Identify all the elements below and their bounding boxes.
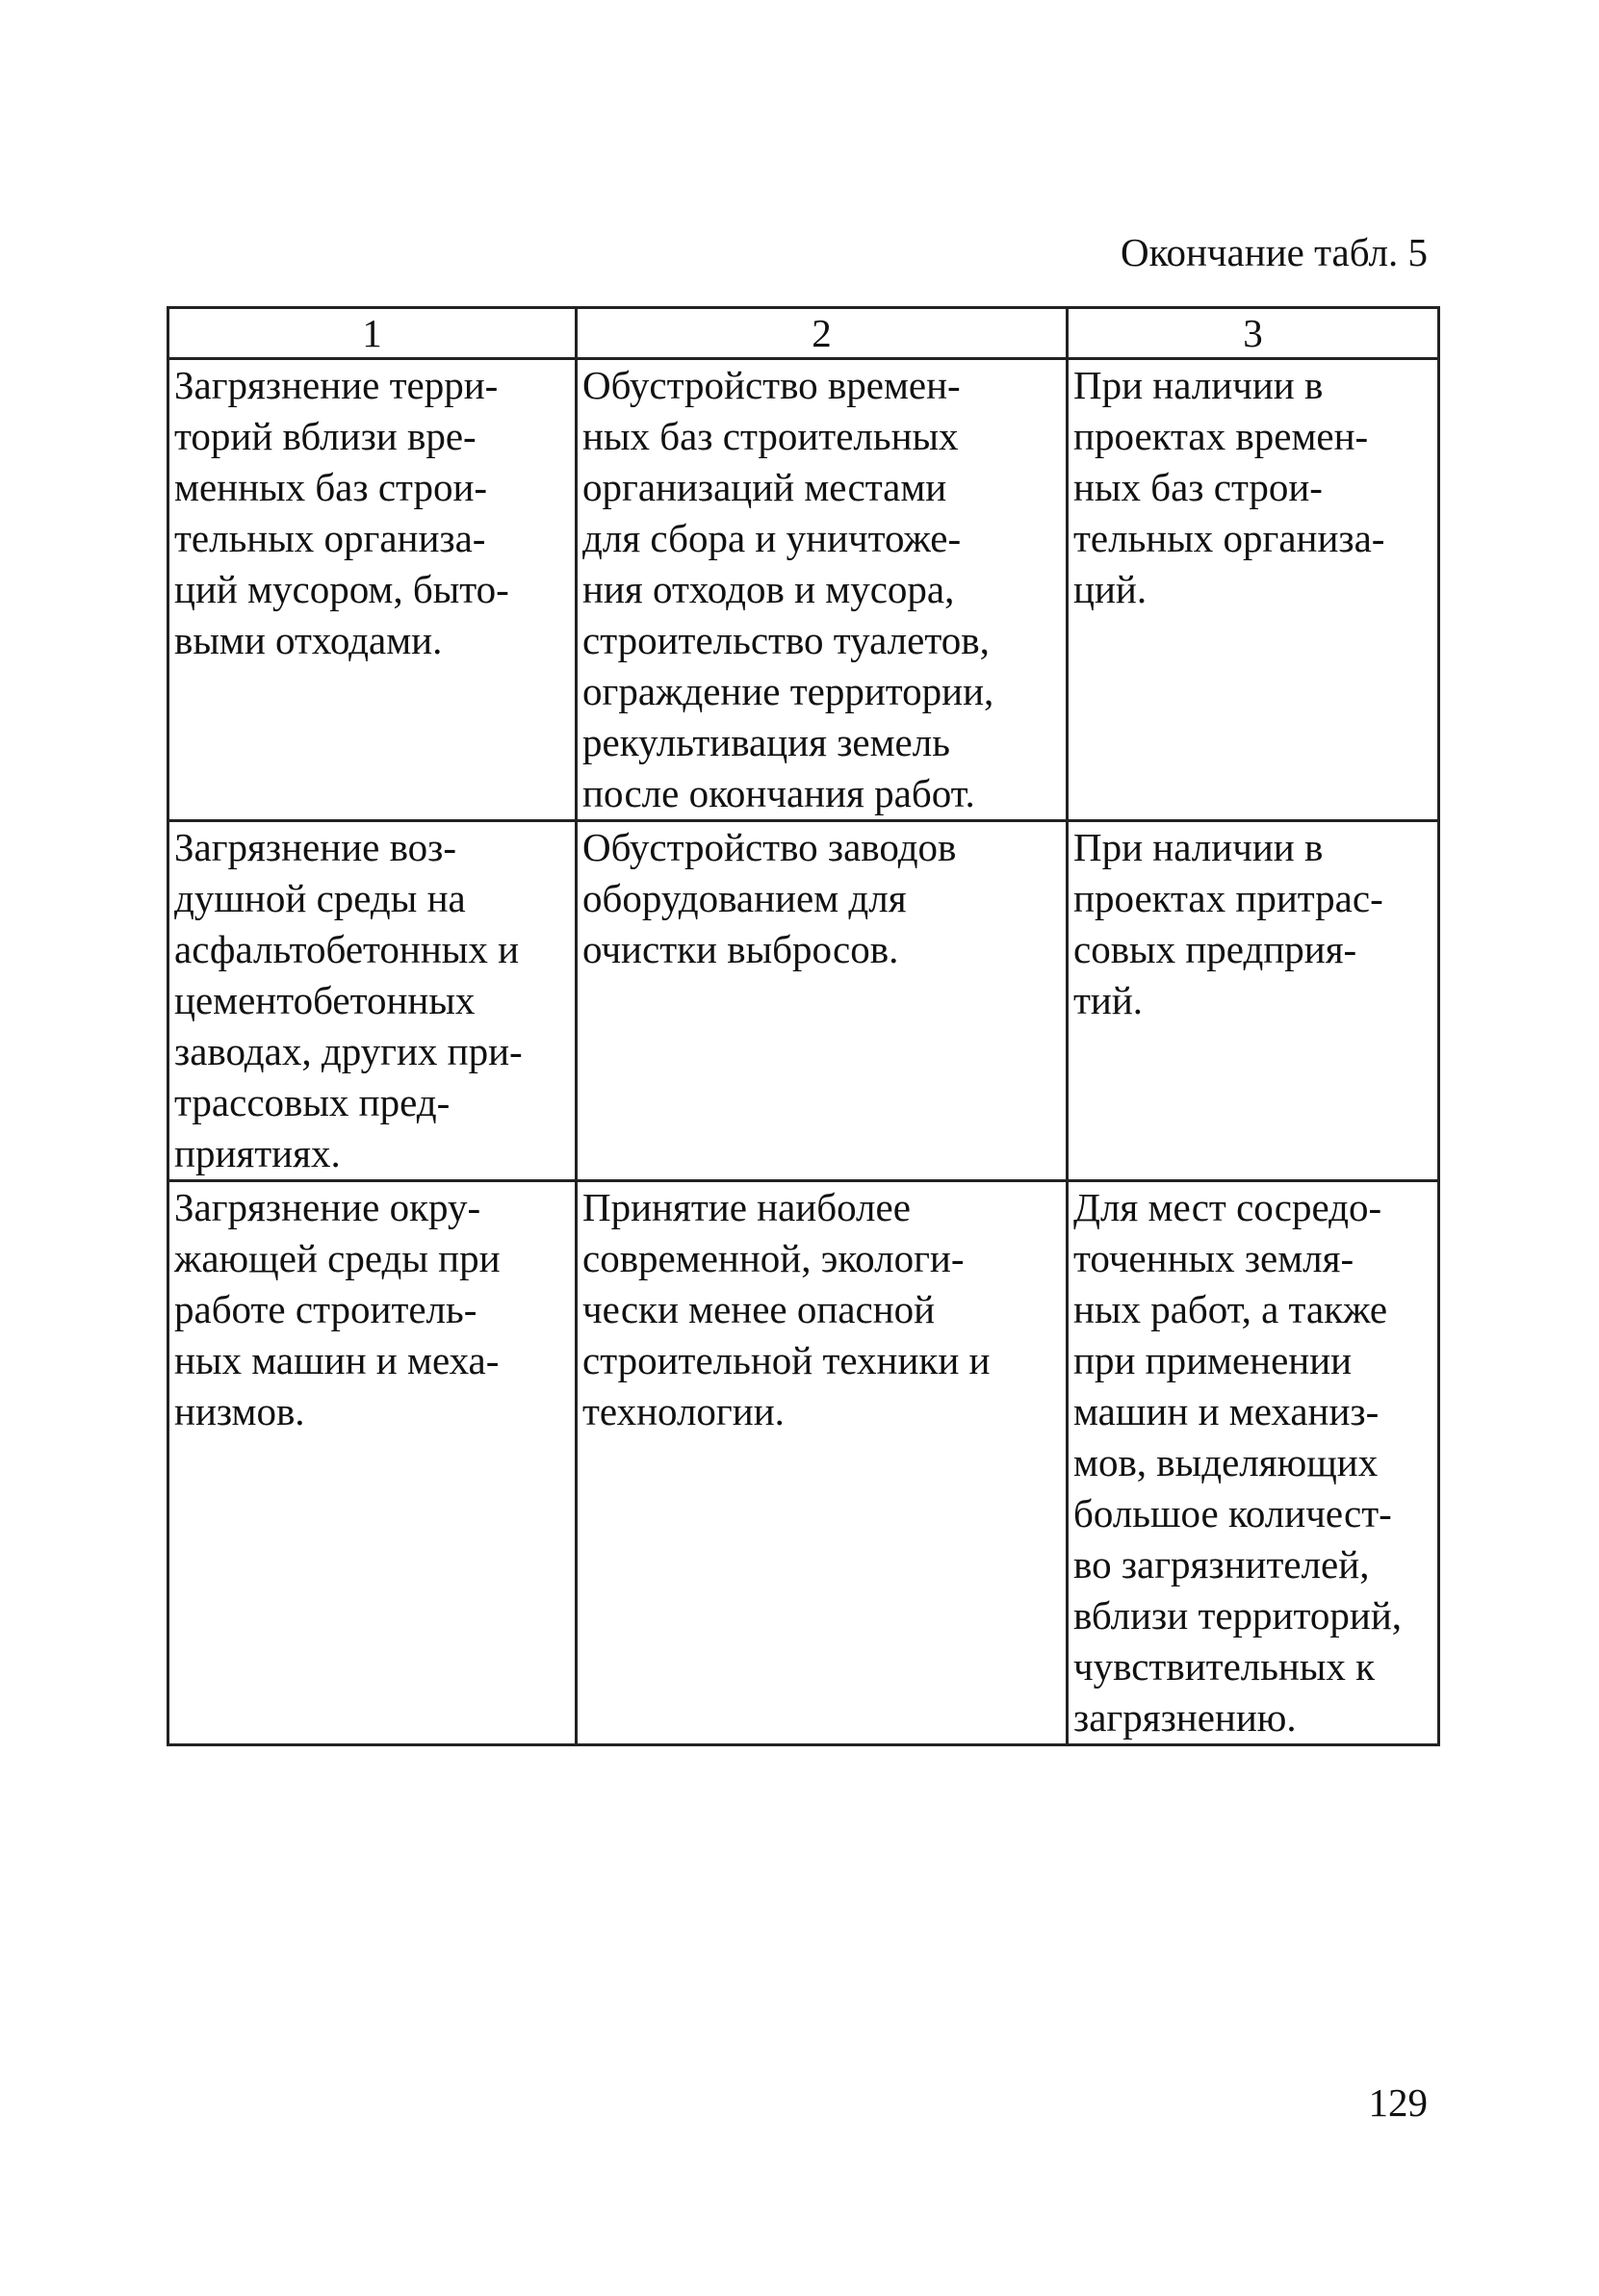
cell-text-line: цементобетонных (174, 978, 476, 1022)
cell-text-line: проектах времен- (1073, 414, 1369, 458)
cell-condition (1068, 359, 1439, 821)
cell-text-line: Загрязнение окру- (174, 1185, 481, 1229)
cell-text-line: чески менее опасной (582, 1287, 936, 1331)
cell-text-line: приятиях. (174, 1131, 341, 1175)
cell-text-line: Загрязнение терри- (174, 363, 499, 407)
cell-text-line: выми отходами. (174, 618, 443, 662)
cell-condition (1068, 821, 1439, 1181)
cell-text-line: современной, экологи- (582, 1236, 965, 1280)
cell-text-line: При наличии в (1073, 363, 1324, 407)
cell-text-line: трассовых пред- (174, 1080, 451, 1124)
cell-text-line: машин и механиз- (1073, 1389, 1380, 1433)
cell-text-line: строительство туалетов, (582, 618, 990, 662)
cell-text-line: тельных организа- (1073, 516, 1385, 560)
cell-text-line: торий вблизи вре- (174, 414, 477, 458)
cell-text-line: асфальтобетонных и (174, 927, 520, 971)
cell-problem (168, 821, 577, 1181)
cell-measure (577, 359, 1068, 821)
cell-text-line: ций мусором, быто- (174, 567, 509, 611)
cell-text-line: проектах притрас- (1073, 876, 1383, 920)
measures-table (167, 306, 1440, 1746)
cell-text-line: Принятие наиболее (582, 1185, 911, 1229)
cell-text-line: оборудованием для (582, 876, 907, 920)
cell-text-line: строительной техники и (582, 1338, 991, 1382)
cell-text-line: ограждение территории, (582, 669, 994, 713)
cell-text-line: рекультивация земель (582, 720, 950, 764)
page-number: 129 (1368, 2080, 1428, 2125)
cell-text-line: Обустройство заводов (582, 825, 957, 869)
cell-text-line: ций. (1073, 567, 1148, 611)
cell-problem (168, 359, 577, 821)
cell-text-line: технологии. (582, 1389, 785, 1433)
cell-text-line: точенных земля- (1073, 1236, 1354, 1280)
table-row (168, 1181, 1439, 1745)
cell-problem (168, 1181, 577, 1745)
cell-text-line: для сбора и уничтоже- (582, 516, 962, 560)
cell-text-line: чувствительных к (1073, 1644, 1376, 1689)
cell-text-line: ных баз строи- (1073, 465, 1323, 509)
table-row (168, 821, 1439, 1181)
cell-text-line: мов, выделяющих (1073, 1440, 1379, 1484)
column-header-3: 3 (1068, 308, 1439, 359)
cell-text-line: при применении (1073, 1338, 1353, 1382)
cell-measure (577, 1181, 1068, 1745)
table-caption: Окончание табл. 5 (1121, 230, 1428, 274)
cell-text-line: заводах, других при- (174, 1029, 523, 1073)
cell-text-line: ных работ, а также (1073, 1287, 1388, 1331)
cell-text-line: совых предприя- (1073, 927, 1357, 971)
cell-text-line: организаций местами (582, 465, 947, 509)
table-body (168, 359, 1439, 1745)
cell-text-line: ных машин и меха- (174, 1338, 500, 1382)
cell-text-line: Обустройство времен- (582, 363, 961, 407)
cell-text-line: работе строитель- (174, 1287, 477, 1331)
cell-text-line: душной среды на (174, 876, 466, 920)
cell-text-line: загрязнению. (1073, 1695, 1297, 1740)
cell-text-line: При наличии в (1073, 825, 1324, 869)
table-header-row (168, 308, 1439, 359)
cell-text-line: большое количест- (1073, 1491, 1392, 1535)
column-header-1: 1 (168, 308, 577, 359)
cell-text-line: ных баз строительных (582, 414, 959, 458)
cell-text-line: во загрязнителей, (1073, 1542, 1370, 1587)
cell-text-line: жающей среды при (174, 1236, 501, 1280)
cell-text-line: тельных организа- (174, 516, 486, 560)
cell-text-line: менных баз строи- (174, 465, 488, 509)
cell-text-line: низмов. (174, 1389, 305, 1433)
cell-text-line: очистки выбросов. (582, 927, 899, 971)
table-row (168, 359, 1439, 821)
cell-text-line: Загрязнение воз- (174, 825, 457, 869)
column-header-2: 2 (577, 308, 1068, 359)
cell-measure (577, 821, 1068, 1181)
cell-text-line: после окончания работ. (582, 771, 975, 815)
cell-text-line: Для мест сосредо- (1073, 1185, 1382, 1229)
cell-text-line: тий. (1073, 978, 1144, 1022)
cell-text-line: ния отходов и мусора, (582, 567, 955, 611)
cell-condition (1068, 1181, 1439, 1745)
cell-text-line: вблизи территорий, (1073, 1593, 1403, 1638)
